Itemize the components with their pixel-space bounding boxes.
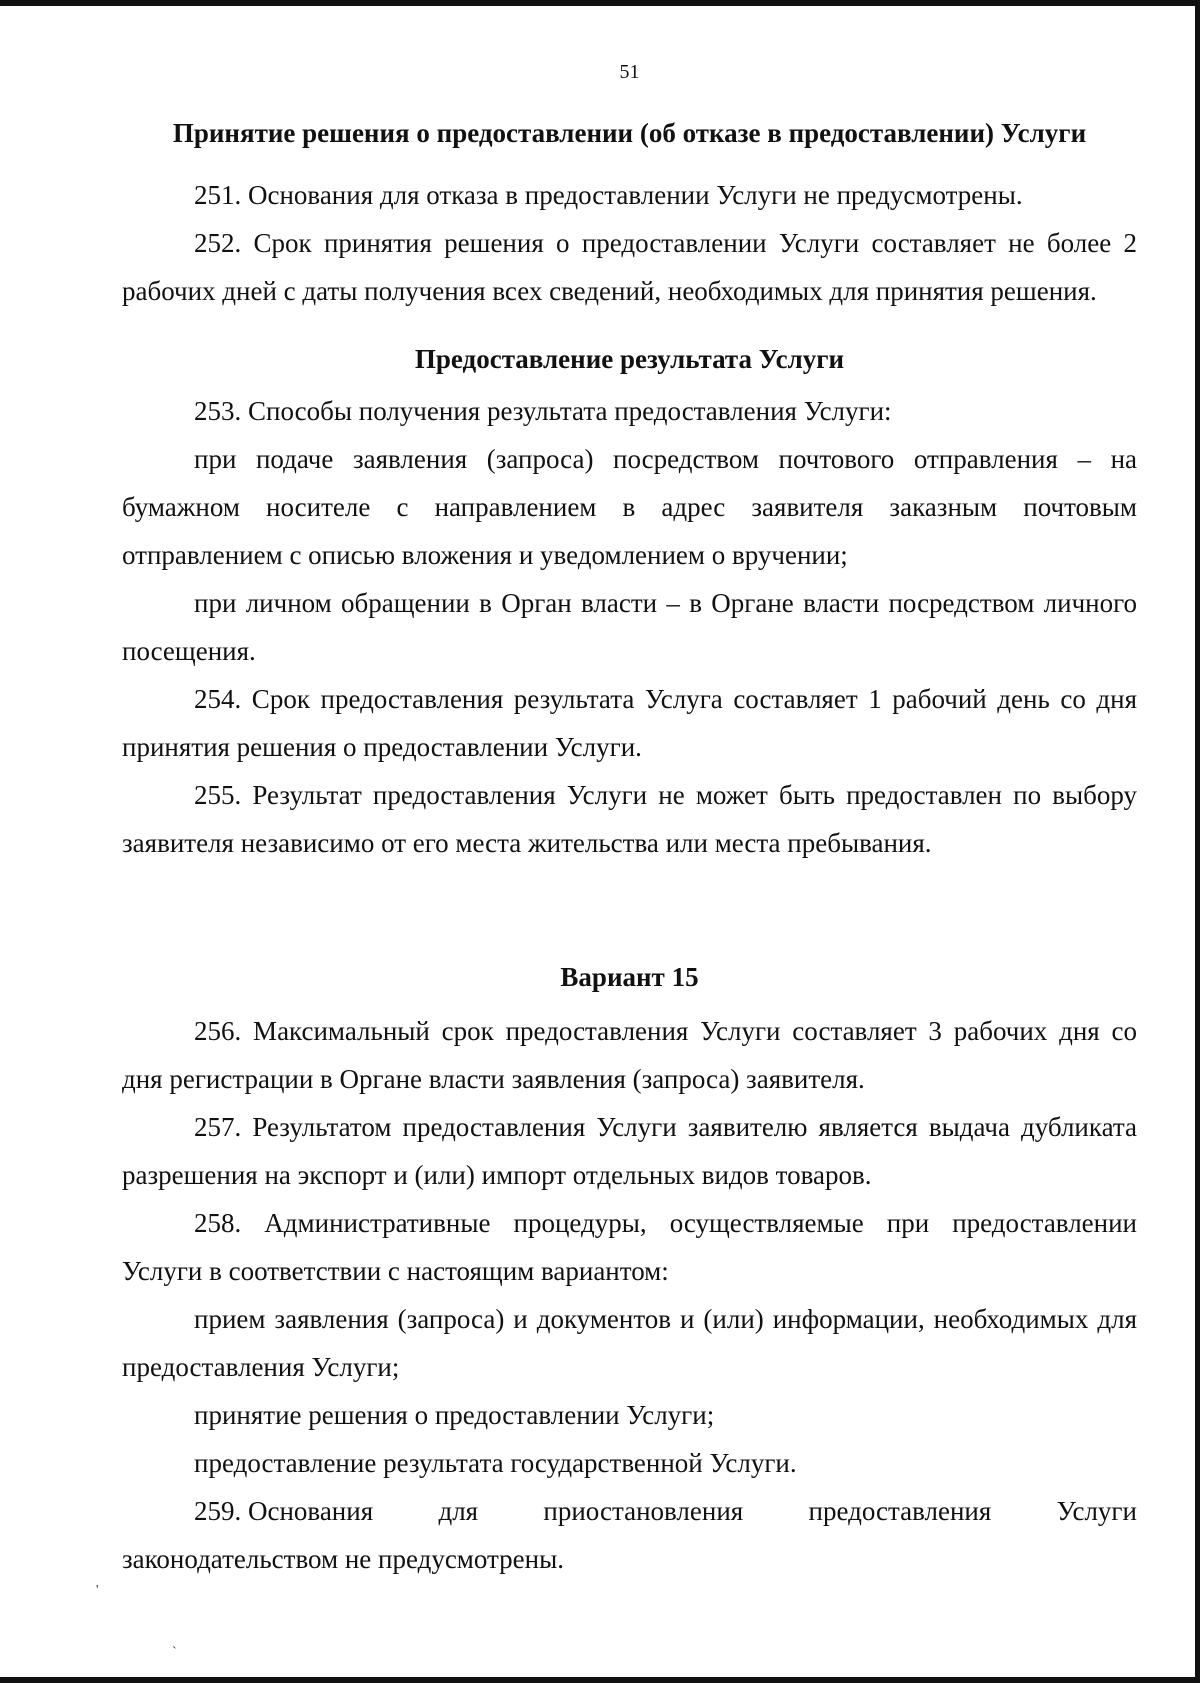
document-body — [122, 109, 1137, 1583]
paragraph-251: 251. Основания для отказа в предоставлении Услуги не предусмотрены. — [194, 180, 1023, 210]
paragraph-259-word: для — [438, 1496, 479, 1526]
paragraph-253: 253. Способы получения результата предоставления Услуги: — [194, 396, 892, 426]
paragraph-253-personal: при личном обращении в Орган власти – в Органе власти посредством личного посещения. — [122, 588, 1137, 666]
paragraph-259-word: предоставления — [808, 1496, 992, 1526]
paragraph-257: 257. Результатом предоставления Услуги заявителю является выдача дубликата разрешения на экспорт и (или) импорт отдельных видов товаров. — [122, 1112, 1137, 1190]
paragraph-259-word: Услуги — [1056, 1496, 1137, 1526]
paragraph-258: 258. Административные процедуры, осуществляемые при предоставлении Услуги в соответствии с настоящим вариантом: — [122, 1208, 1137, 1286]
paragraph-259-rest: законодательством не предусмотрены. — [122, 1544, 564, 1574]
paragraph-256: 256. Максимальный срок предоставления Услуги составляет 3 рабочих дня со дня регистрации в Органе власти заявления (запроса) заявителя. — [122, 1016, 1137, 1094]
paragraph-252: 252. Срок принятия решения о предоставлении Услуги составляет не более 2 рабочих дней с даты получения всех сведений, необходимых для принятия решения. — [122, 228, 1137, 306]
section-heading-decision: Принятие решения о предоставлении (об отказе в предоставлении) Услуги — [172, 118, 1087, 148]
section-heading-variant: Вариант 15 — [560, 962, 699, 992]
paragraph-255: 255. Результат предоставления Услуги не может быть предоставлен по выбору заявителя независимо от его места жительства или места пребывания. — [122, 780, 1137, 858]
scan-speck: ` — [172, 1645, 177, 1660]
paragraph-259-first-line — [122, 1487, 1137, 1535]
paragraph-259-word: 259. Основания — [194, 1496, 374, 1526]
scan-speck: ' — [96, 1583, 99, 1598]
paragraph-254: 254. Срок предоставления результата Услуга составляет 1 рабочий день со дня принятия решения о предоставлении Услуги. — [122, 684, 1137, 762]
paragraph-259-word: приостановления — [543, 1496, 744, 1526]
paragraph-253-postal: при подаче заявления (запроса) посредством почтового отправления – на бумажном носителе с направлением в адрес заявителя заказным почтовым отправлением с описью вложения и уведомлением о вручении; — [122, 444, 1137, 570]
paragraph-258-result: предоставление результата государственной Услуги. — [194, 1448, 797, 1478]
section-heading-result: Предоставление результата Услуги — [414, 344, 845, 374]
paragraph-258-decision: принятие решения о предоставлении Услуги; — [194, 1400, 715, 1430]
paragraph-258-reception: прием заявления (запроса) и документов и (или) информации, необходимых для предоставления Услуги; — [122, 1304, 1137, 1382]
page-number: 51 — [619, 61, 640, 83]
paragraph-259 — [122, 1487, 1137, 1583]
